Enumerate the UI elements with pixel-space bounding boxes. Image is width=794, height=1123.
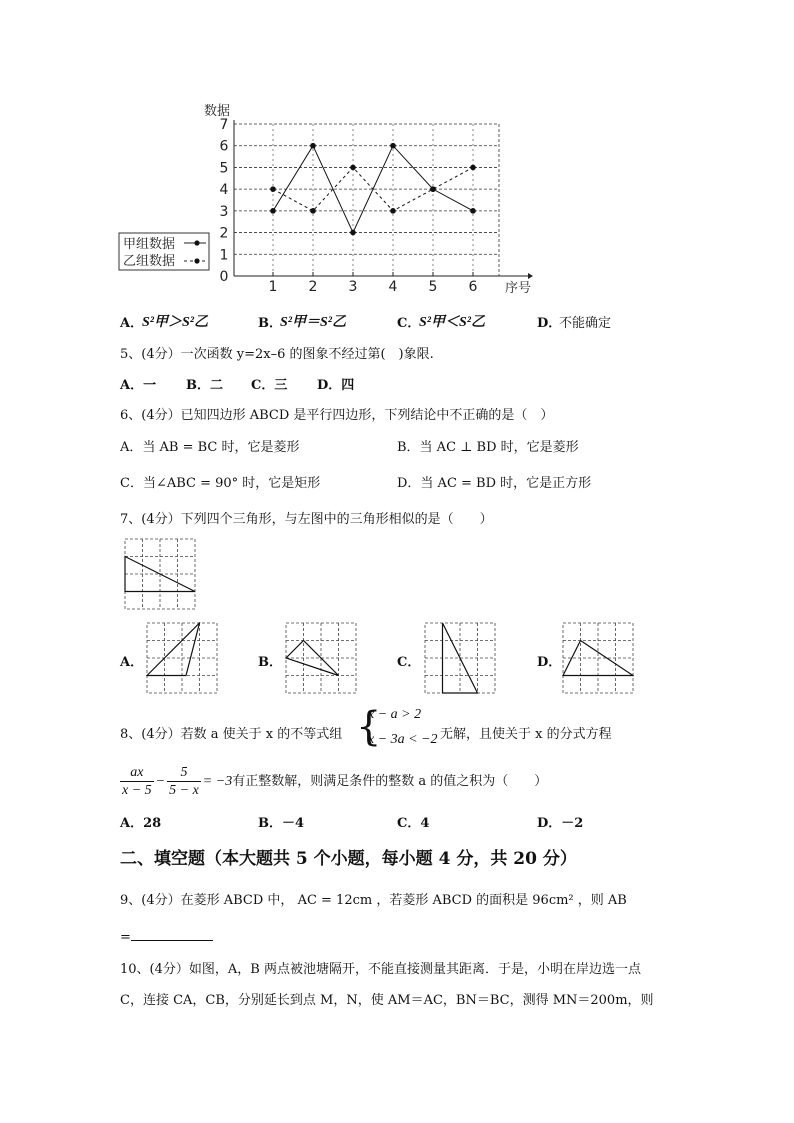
y-tick-label: 4 [219,182,229,199]
q8-frac2-den: 5 − x [169,783,199,798]
q8-frac1-den: x − 5 [122,783,152,798]
q8-frac1-num: ax [120,764,154,782]
y-tick-label: 7 [219,117,229,133]
y-tick-label: 1 [219,247,229,264]
q8-brace: { [356,704,382,750]
y-tick-label: 5 [219,160,229,177]
q4-option-b-text: S²甲＝S²乙 [280,315,346,330]
q4-option-b[interactable]: B． [258,316,282,331]
q8-stem-pre: 8、(4分）若数 a 使关于 x 的不等式组 [120,727,343,742]
q8-option-a[interactable]: A．28 [120,816,162,831]
q5-option-d[interactable]: D．四 [317,378,355,393]
series-2-point [430,186,436,192]
y-tick-label: 0 [219,269,229,285]
q9-answer-prefix: = [120,930,131,945]
q8-inequality-2: x − 3a < −2 [368,732,438,747]
q8-stem-end: 有正整数解，则满足条件的整数 a 的值之积为（ ） [232,774,548,789]
chart-grid [234,124,499,276]
line-chart [110,96,540,296]
q7-option-b-figure[interactable] [285,622,357,694]
q8-fraction-2 [167,764,201,799]
series-1-point [470,208,476,214]
chart-ticks [220,117,478,295]
q8-eq-tail: = −3 [202,774,233,789]
q7-option-a-triangle [147,623,200,676]
x-tick-label: 3 [348,279,358,295]
chart-legend [119,233,209,270]
q8-option-b[interactable]: B．－4 [258,816,305,831]
series-1-point [390,143,396,149]
q4-option-d[interactable]: D． [537,316,562,331]
q8-stem-post: 无解，且使关于 x 的分式方程 [440,727,612,742]
q8-option-d[interactable]: D．－2 [537,816,584,831]
legend-marker-series-1 [194,240,199,245]
series-2-point [310,208,316,214]
q7-option-c-figure[interactable] [424,622,496,694]
q8-minus: − [155,774,166,789]
y-tick-label: 2 [219,225,229,242]
series-1-point [310,143,316,149]
series-line-2 [273,167,473,210]
q8-frac2-num: 5 [167,764,201,782]
q5-option-c[interactable]: C．三 [251,378,288,393]
q4-option-c-text: S²甲＜S²乙 [419,315,485,330]
series-1-point [270,208,276,214]
q8-fraction-1 [120,764,154,799]
x-tick-label: 2 [308,279,318,295]
q6-option-a[interactable]: A．当 AB = BC 时，它是菱形 [120,440,300,455]
q7-option-c[interactable]: C． [397,655,421,670]
q7-reference-figure [124,538,196,610]
x-tick-label: 5 [428,279,438,295]
x-tick-label: 4 [388,279,398,295]
chart-axes [234,120,533,279]
q7-option-a-figure[interactable] [146,622,218,694]
series-2-point [270,186,276,192]
q4-option-a-text: S²甲＞S²乙 [142,315,208,330]
y-axis-label: 数据 [204,104,231,119]
q5-option-b[interactable]: B．二 [186,378,223,393]
q7-option-d-figure[interactable] [562,622,634,694]
q6-option-b[interactable]: B．当 AC ⊥ BD 时，它是菱形 [397,440,579,455]
series-1-point [350,230,356,236]
x-axis-arrow [528,273,533,279]
q9-answer-blank[interactable] [131,928,213,941]
q7-stem: 7、(4分）下列四个三角形，与左图中的三角形相似的是（ ） [120,512,493,527]
q5-stem: 5、(4分）一次函数 y=2x–6 的图象不经过第( )象限. [120,347,434,362]
legend-label-series-2: 乙组数据 [123,254,176,269]
q4-option-a[interactable]: A． [120,316,144,331]
series-2-point [350,165,356,171]
legend-label-series-1: 甲组数据 [123,237,176,252]
q4-option-d-text: 不能确定 [559,316,612,331]
q7-option-d[interactable]: D． [537,655,562,670]
q9-answer-line [120,928,213,945]
legend-marker-series-2 [194,258,199,263]
q6-stem: 6、(4分）已知四边形 ABCD 是平行四边形，下列结论中不正确的是（ ） [120,408,554,423]
q8-inequality-1: x − a > 2 [368,707,422,722]
y-tick-label: 3 [219,203,229,220]
q4-option-c[interactable]: C． [397,316,421,331]
q5-option-a[interactable]: A．一 [120,378,157,393]
x-axis-label: 序号 [505,281,532,296]
q8-equation [118,764,547,799]
q6-option-d[interactable]: D．当 AC = BD 时，它是正方形 [397,476,592,491]
q8-option-c[interactable]: C．4 [397,816,430,831]
q10-line-1: 10、(4分）如图，A，B 两点被池塘隔开，不能直接测量其距离．于是，小明在岸边选一点 [120,962,641,977]
x-tick-label: 1 [268,279,278,295]
y-tick-label: 6 [219,138,229,155]
section-2-title: 二、填空题（本大题共 5 个小题，每小题 4 分，共 20 分） [120,849,577,869]
series-2-point [470,165,476,171]
x-tick-label: 6 [468,279,478,295]
q6-option-c[interactable]: C．当∠ABC = 90° 时，它是矩形 [120,476,321,491]
q10-line-2: C，连接 CA，CB，分别延长到点 M，N，使 AM＝AC，BN＝BC，测得 MN＝200m，则 [120,993,654,1008]
q9-stem: 9、(4分）在菱形 ABCD 中， AC = 12cm ，若菱形 ABCD 的面积是 96cm² ，则 AB [120,893,627,908]
q7-option-b[interactable]: B． [258,655,282,670]
series-2-point [390,208,396,214]
q7-option-a[interactable]: A． [120,655,144,670]
